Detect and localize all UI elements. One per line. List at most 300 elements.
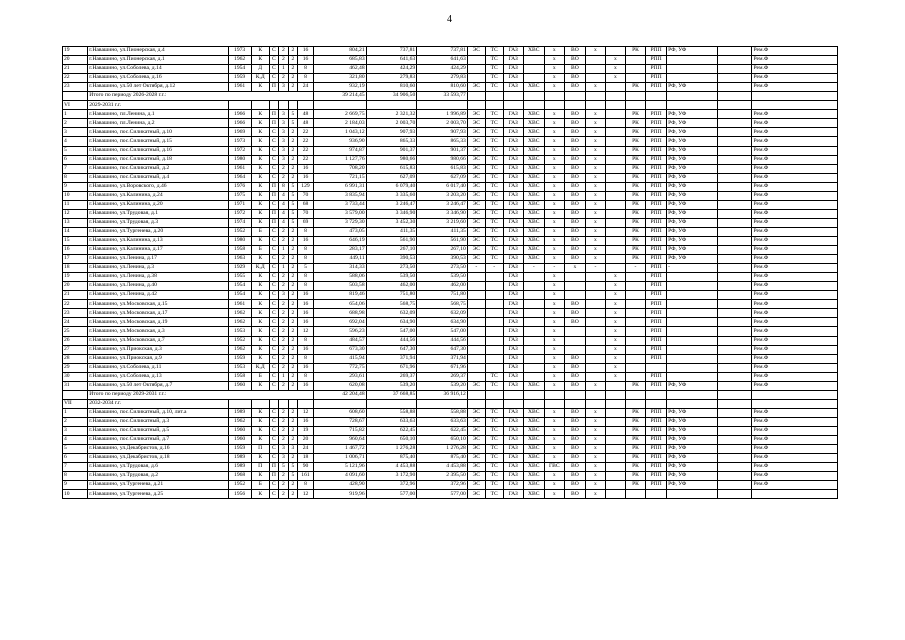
table-cell: ХВС — [523, 236, 544, 245]
table-cell: ХВС — [523, 436, 544, 445]
table-cell: С — [269, 255, 278, 264]
table-cell: х — [544, 454, 564, 463]
table-cell — [717, 92, 752, 101]
table-cell: ВО — [564, 182, 585, 191]
table-cell: х — [585, 47, 605, 56]
period-section-row — [63, 101, 838, 110]
table-cell: 2 — [279, 336, 288, 345]
table-cell — [485, 92, 503, 101]
table-cell: ВО — [564, 472, 585, 481]
table-cell: ГАЗ — [503, 155, 523, 164]
table-cell: ВО — [564, 417, 585, 426]
table-cell: 980,66 — [366, 155, 417, 164]
table-cell: Б — [251, 246, 269, 255]
table-cell: РФ, УФ — [667, 472, 718, 481]
table-cell: К,Д — [251, 363, 269, 372]
table-cell: П — [269, 119, 278, 128]
table-cell — [523, 309, 544, 318]
table-cell: 1953 — [228, 363, 251, 372]
table-cell: ВО — [564, 426, 585, 435]
table-cell: 269,37 — [366, 372, 417, 381]
table-cell: 21 — [63, 291, 88, 300]
table-cell: 22 — [298, 146, 314, 155]
table-cell: 2 — [279, 164, 288, 173]
table-cell: РПП — [646, 481, 667, 490]
table-cell: Рем.Ф — [752, 191, 838, 200]
table-cell: г.Навашино, ул.50 лет Октября, д.12 — [88, 83, 228, 92]
table-cell — [523, 390, 544, 399]
table-cell: ХВС — [523, 381, 544, 390]
table-cell: РПП — [646, 372, 667, 381]
table-cell: 1 — [279, 246, 288, 255]
table-cell: 3 835,94 — [313, 191, 366, 200]
table-cell: 15 — [63, 236, 88, 245]
table-cell — [417, 101, 468, 110]
table-cell: К — [251, 119, 269, 128]
table-cell: 371,94 — [417, 354, 468, 363]
table-cell: 372,96 — [417, 481, 468, 490]
table-cell: х — [605, 291, 625, 300]
table-cell — [605, 119, 625, 128]
table-cell: 2 — [288, 454, 297, 463]
table-cell: 641,63 — [366, 56, 417, 65]
table-cell: х — [544, 336, 564, 345]
table-cell: 1 276,28 — [366, 445, 417, 454]
table-cell — [667, 92, 718, 101]
table-cell: ВО — [564, 381, 585, 390]
table-cell: 1962 — [228, 345, 251, 354]
table-cell: ТС — [485, 110, 503, 119]
table-cell: 24 — [298, 445, 314, 454]
table-cell: РПП — [646, 300, 667, 309]
table-cell: РПП — [646, 381, 667, 390]
table-cell: 2 — [288, 408, 297, 417]
table-cell: 737,81 — [417, 47, 468, 56]
table-cell — [279, 399, 288, 408]
table-cell: ЭС — [467, 182, 485, 191]
table-cell: РПП — [646, 408, 667, 417]
table-cell: 1 — [63, 110, 88, 119]
table-cell — [605, 155, 625, 164]
table-cell: 1968 — [228, 472, 251, 481]
table-cell: г.Навашино, пл.Ленина, д.2 — [88, 119, 228, 128]
table-row — [63, 291, 838, 300]
table-cell: РПП — [646, 318, 667, 327]
section-number: VI — [63, 101, 88, 110]
table-cell: 671,96 — [366, 363, 417, 372]
table-cell: ВО — [564, 218, 585, 227]
table-row — [63, 426, 838, 435]
table-cell: х — [585, 236, 605, 245]
table-cell: ВО — [564, 65, 585, 74]
table-cell: РПП — [646, 354, 667, 363]
table-cell — [717, 264, 752, 273]
table-cell: ГАЗ — [503, 381, 523, 390]
table-cell — [523, 273, 544, 282]
table-cell: РК — [625, 463, 645, 472]
table-cell — [717, 363, 752, 372]
table-cell: РК — [625, 164, 645, 173]
table-cell — [467, 390, 485, 399]
table-cell: К — [251, 300, 269, 309]
table-cell: 547,00 — [366, 327, 417, 336]
table-cell — [585, 300, 605, 309]
table-cell: РК — [625, 436, 645, 445]
table-cell: ХВС — [523, 47, 544, 56]
table-cell: 1 467,72 — [313, 445, 366, 454]
table-cell: РФ, УФ — [667, 200, 718, 209]
table-cell: г.Навашино, пос.Силикатный, д.15 — [88, 137, 228, 146]
table-cell: РФ, УФ — [667, 155, 718, 164]
table-cell: 18 — [298, 454, 314, 463]
table-cell — [485, 309, 503, 318]
table-cell — [667, 65, 718, 74]
table-cell — [63, 390, 88, 399]
table-row — [63, 300, 838, 309]
table-cell: 2 — [288, 155, 297, 164]
table-cell: РК — [625, 155, 645, 164]
table-cell: ЭС — [467, 164, 485, 173]
table-cell: ГАЗ — [503, 246, 523, 255]
table-cell: г.Навашино, пос.Силикатный, д.2 — [88, 164, 228, 173]
table-cell: 2 — [279, 318, 288, 327]
table-cell — [564, 92, 585, 101]
table-cell: 2 — [288, 291, 297, 300]
table-cell: ТС — [485, 182, 503, 191]
table-cell — [605, 173, 625, 182]
table-cell — [467, 273, 485, 282]
table-cell: Б — [251, 481, 269, 490]
table-cell: ТС — [485, 83, 503, 92]
table-cell: 411,35 — [366, 227, 417, 236]
table-cell: 12 — [63, 209, 88, 218]
table-cell: РК — [625, 246, 645, 255]
table-cell: 2 — [288, 56, 297, 65]
table-cell: г.Навашино, ул.Трудовая, д.2 — [88, 472, 228, 481]
table-cell: РФ, УФ — [667, 209, 718, 218]
table-cell: 503,58 — [313, 282, 366, 291]
table-cell: РПП — [646, 218, 667, 227]
table-cell: 2 — [279, 56, 288, 65]
table-cell: ГАЗ — [503, 426, 523, 435]
table-cell: РК — [625, 454, 645, 463]
table-cell: ТС — [485, 119, 503, 128]
table-cell — [646, 363, 667, 372]
table-cell: х — [544, 490, 564, 499]
table-cell: 1955 — [228, 273, 251, 282]
table-cell: ВО — [564, 246, 585, 255]
table-cell: 19 — [63, 273, 88, 282]
table-cell: С — [269, 336, 278, 345]
table-cell: 2 — [279, 381, 288, 390]
table-cell: ГАЗ — [503, 200, 523, 209]
table-cell — [467, 327, 485, 336]
table-cell: РПП — [646, 110, 667, 119]
table-cell: С — [269, 200, 278, 209]
table-cell: П — [269, 472, 278, 481]
table-cell: ВО — [564, 137, 585, 146]
table-cell: 26 — [63, 336, 88, 345]
table-cell: К — [251, 83, 269, 92]
table-cell: ТС — [485, 463, 503, 472]
table-cell: РПП — [646, 164, 667, 173]
table-row — [63, 472, 838, 481]
table-cell: 2 — [288, 300, 297, 309]
table-cell: х — [605, 372, 625, 381]
table-cell: РФ, УФ — [667, 47, 718, 56]
table-cell: РПП — [646, 200, 667, 209]
table-cell: 2 — [288, 47, 297, 56]
table-cell: ХВС — [523, 454, 544, 463]
table-cell: 22 — [298, 128, 314, 137]
table-cell: Рем.Ф — [752, 155, 838, 164]
table-cell: 2 — [279, 354, 288, 363]
table-cell — [467, 318, 485, 327]
table-cell: Рем.Ф — [752, 463, 838, 472]
table-cell: 1954 — [228, 65, 251, 74]
table-cell: ГАЗ — [503, 255, 523, 264]
table-cell: ВО — [564, 110, 585, 119]
table-cell — [467, 282, 485, 291]
table-cell: ТС — [485, 227, 503, 236]
table-cell: 2 — [288, 236, 297, 245]
table-cell: 70 — [298, 191, 314, 200]
table-cell: ЭС — [467, 146, 485, 155]
table-cell: К — [251, 56, 269, 65]
table-row — [63, 463, 838, 472]
table-cell — [752, 101, 838, 110]
table-cell: 2 — [279, 74, 288, 83]
table-cell: 3 — [279, 445, 288, 454]
table-cell: ГАЗ — [503, 227, 523, 236]
table-cell: 22 — [63, 300, 88, 309]
table-cell — [503, 101, 523, 110]
table-cell — [523, 336, 544, 345]
table-cell: 1973 — [228, 47, 251, 56]
table-cell: х — [544, 56, 564, 65]
table-cell: 2 — [288, 345, 297, 354]
table-cell: С — [269, 327, 278, 336]
table-cell: РК — [625, 481, 645, 490]
table-cell: ТС — [485, 454, 503, 463]
table-cell: ГАЗ — [503, 417, 523, 426]
table-cell: 3 172,90 — [366, 472, 417, 481]
table-cell: РФ, УФ — [667, 173, 718, 182]
table-cell: ТС — [485, 74, 503, 83]
table-cell: х — [585, 128, 605, 137]
table-cell: 692,04 — [313, 318, 366, 327]
table-cell: 907,93 — [417, 128, 468, 137]
table-cell: ТС — [485, 218, 503, 227]
table-cell: Д — [251, 65, 269, 74]
table-cell — [605, 426, 625, 435]
table-row — [63, 345, 838, 354]
table-cell: ГАЗ — [503, 354, 523, 363]
table-cell: РПП — [646, 445, 667, 454]
table-cell — [605, 110, 625, 119]
table-cell — [717, 128, 752, 137]
table-cell: ХВС — [523, 173, 544, 182]
table-cell: С — [269, 318, 278, 327]
table-cell: 13 — [63, 218, 88, 227]
table-cell — [523, 74, 544, 83]
table-cell: 2 — [288, 264, 297, 273]
table-cell: Рем.Ф — [752, 264, 838, 273]
table-cell: 1 043,12 — [313, 128, 366, 137]
table-cell: х — [544, 128, 564, 137]
table-cell — [585, 390, 605, 399]
table-cell — [467, 345, 485, 354]
table-cell — [523, 345, 544, 354]
table-cell — [667, 309, 718, 318]
table-cell: 3 203,20 — [417, 191, 468, 200]
table-cell: С — [269, 282, 278, 291]
table-cell: ЭС — [467, 110, 485, 119]
table-cell: г.Навашино, ул.Калинина, д.13 — [88, 236, 228, 245]
table-cell: 2 — [288, 246, 297, 255]
table-cell: 632,09 — [366, 309, 417, 318]
table-cell: ХВС — [523, 119, 544, 128]
table-cell: г.Навашино, пл.Ленина, д.1 — [88, 110, 228, 119]
table-cell — [313, 101, 366, 110]
table-cell: ВО — [564, 354, 585, 363]
table-cell: РФ, УФ — [667, 454, 718, 463]
table-row — [63, 110, 838, 119]
table-cell: ГАЗ — [503, 56, 523, 65]
table-cell: 321,80 — [313, 74, 366, 83]
table-cell: ВО — [564, 490, 585, 499]
table-cell: 8 — [63, 173, 88, 182]
table-cell: ВО — [564, 227, 585, 236]
table-cell: С — [269, 300, 278, 309]
table-cell: РПП — [646, 191, 667, 200]
table-cell — [625, 291, 645, 300]
table-cell: К — [251, 417, 269, 426]
table-cell: С — [269, 345, 278, 354]
table-cell: 2 321,32 — [366, 110, 417, 119]
table-cell: 5 — [288, 463, 297, 472]
table-cell: 2 — [279, 436, 288, 445]
table-cell: х — [585, 246, 605, 255]
table-cell: РПП — [646, 273, 667, 282]
table-cell: РФ, УФ — [667, 164, 718, 173]
table-row — [63, 408, 838, 417]
table-cell: г.Навашино, ул.Тургенева, д.25 — [88, 490, 228, 499]
table-row — [63, 146, 838, 155]
table-cell: 1929 — [228, 264, 251, 273]
table-cell: 269,37 — [417, 372, 468, 381]
table-cell — [667, 390, 718, 399]
table-cell: 283,17 — [313, 246, 366, 255]
table-cell: х — [585, 454, 605, 463]
table-cell: ТС — [485, 236, 503, 245]
table-cell — [717, 454, 752, 463]
table-cell: 1956 — [228, 490, 251, 499]
table-cell: РПП — [646, 417, 667, 426]
table-cell: 2 — [288, 417, 297, 426]
table-cell: ГАЗ — [503, 173, 523, 182]
table-cell: 23 — [63, 309, 88, 318]
table-cell: С — [269, 490, 278, 499]
table-row — [63, 417, 838, 426]
table-cell: Рем.Ф — [752, 445, 838, 454]
table-cell: РК — [625, 47, 645, 56]
table-cell: ГВС — [544, 463, 564, 472]
table-cell: РПП — [646, 83, 667, 92]
table-row — [63, 74, 838, 83]
table-cell: х — [544, 273, 564, 282]
table-cell — [585, 101, 605, 110]
table-cell: Рем.Ф — [752, 173, 838, 182]
table-cell: г.Навашино, ул.Калинина, д.20 — [88, 200, 228, 209]
table-cell: 1962 — [228, 56, 251, 65]
table-cell: 1980 — [228, 155, 251, 164]
table-cell — [717, 318, 752, 327]
table-cell: ХВС — [523, 490, 544, 499]
table-cell: 2 — [288, 436, 297, 445]
table-cell: РК — [625, 173, 645, 182]
table-cell — [585, 273, 605, 282]
table-cell: 444,56 — [366, 336, 417, 345]
table-cell: РПП — [646, 47, 667, 56]
table-cell: 5 — [63, 445, 88, 454]
table-cell: 1 276,28 — [417, 445, 468, 454]
table-cell — [605, 481, 625, 490]
table-cell: 632,09 — [417, 309, 468, 318]
table-cell: г.Навашино, ул.Московская, д.7 — [88, 336, 228, 345]
table-row — [63, 372, 838, 381]
table-cell: г.Навашино, пос.Силикатный, д.4 — [88, 173, 228, 182]
table-cell: Рем.Ф — [752, 291, 838, 300]
table-cell: х — [585, 191, 605, 200]
table-cell: 1 — [279, 372, 288, 381]
table-row — [63, 128, 838, 137]
table-row — [63, 255, 838, 264]
table-cell: Рем.Ф — [752, 65, 838, 74]
table-cell: ГАЗ — [503, 309, 523, 318]
table-cell: ТС — [485, 56, 503, 65]
table-cell — [564, 291, 585, 300]
table-cell: х — [544, 345, 564, 354]
table-cell: Рем.Ф — [752, 119, 838, 128]
table-cell — [605, 47, 625, 56]
table-cell — [279, 101, 288, 110]
table-cell: 16 — [298, 300, 314, 309]
table-cell: ВО — [564, 128, 585, 137]
table-cell: РПП — [646, 65, 667, 74]
table-cell: РПП — [646, 436, 667, 445]
table-cell: 428,90 — [313, 481, 366, 490]
table-cell — [605, 472, 625, 481]
table-cell: С — [269, 164, 278, 173]
table-cell: г.Навашино, ул.Ленина, д.40 — [88, 282, 228, 291]
table-cell: 17 — [63, 255, 88, 264]
table-cell: ХВС — [523, 155, 544, 164]
table-cell: Рем.Ф — [752, 200, 838, 209]
table-cell: 1969 — [228, 128, 251, 137]
table-cell: ГАЗ — [503, 128, 523, 137]
table-cell: 415,94 — [313, 354, 366, 363]
table-cell: 6 — [63, 155, 88, 164]
table-cell: 424,29 — [417, 65, 468, 74]
table-cell: - — [625, 264, 645, 273]
table-cell: х — [544, 318, 564, 327]
table-cell: х — [585, 463, 605, 472]
table-cell: 901,37 — [366, 146, 417, 155]
table-cell: 16 — [298, 345, 314, 354]
table-cell: - — [467, 264, 485, 273]
table-cell — [417, 399, 468, 408]
